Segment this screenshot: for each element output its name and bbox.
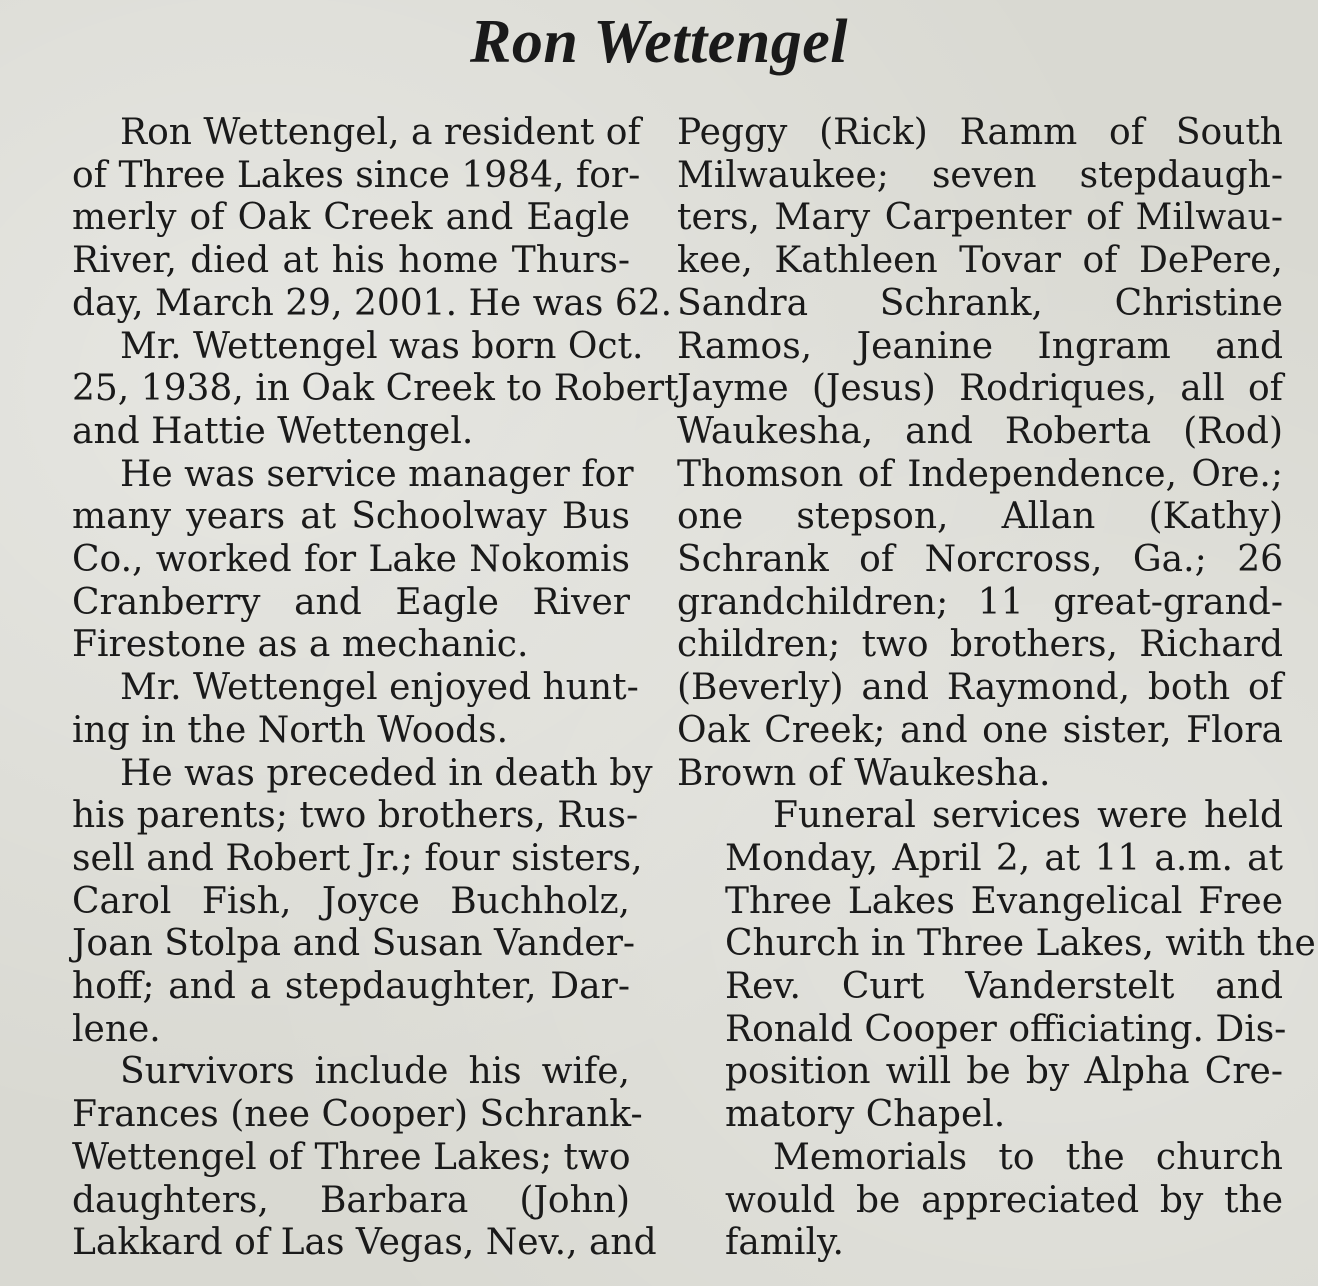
text-line: kee, Kathleen Tovar of DePere, bbox=[677, 240, 1283, 282]
text-line: Jayme (Jesus) Rodriques, all of bbox=[677, 368, 1283, 410]
text-line: Frances (nee Cooper) Schrank- bbox=[72, 1094, 643, 1136]
text-line: Monday, April 2, at 11 a.m. at bbox=[725, 837, 1283, 879]
text-line: lene. bbox=[72, 1008, 161, 1050]
text-line: Waukesha, and Roberta (Rod) bbox=[677, 410, 1283, 452]
text-line: Cranberry and Eagle River bbox=[72, 581, 630, 623]
left-column bbox=[24, 112, 679, 1265]
text-line: and Hattie Wettengel. bbox=[72, 410, 474, 452]
text-line: matory Chapel. bbox=[725, 1094, 1006, 1136]
text-line: Peggy (Rick) Ramm of South bbox=[677, 112, 1283, 153]
text-line: Thomson of Independence, Ore.; bbox=[677, 453, 1283, 495]
paragraph bbox=[24, 752, 653, 1052]
text-line: Wettengel of Three Lakes; two bbox=[72, 1136, 631, 1178]
text-line: Joan Stolpa and Susan Vander- bbox=[72, 923, 636, 965]
text-line: Sandra Schrank, Christine bbox=[677, 282, 1283, 324]
text-line: Mr. Wettengel enjoyed hunt- bbox=[120, 667, 639, 709]
text-line: Lakkard of Las Vegas, Nev., and bbox=[72, 1222, 657, 1264]
text-line: Milwaukee; seven stepdaugh- bbox=[677, 154, 1283, 196]
text-line: his parents; two brothers, Rus- bbox=[72, 795, 639, 837]
text-line: grandchildren; 11 great-grand- bbox=[677, 581, 1283, 623]
text-line: Firestone as a mechanic. bbox=[72, 624, 529, 666]
paragraph bbox=[24, 112, 673, 326]
right-column bbox=[677, 112, 1316, 1265]
paragraph bbox=[24, 325, 679, 454]
text-line: of Three Lakes since 1984, for- bbox=[72, 154, 641, 196]
text-line: He was service manager for bbox=[120, 453, 634, 495]
text-line: position will be by Alpha Cre- bbox=[725, 1051, 1283, 1093]
text-line: He was preceded in death by bbox=[120, 752, 653, 794]
text-line: Memorials to the church bbox=[773, 1136, 1283, 1178]
text-line: Ronald Cooper officiating. Dis- bbox=[725, 1008, 1287, 1050]
text-line: (Beverly) and Raymond, both of bbox=[677, 667, 1283, 709]
text-line: one stepson, Allan (Kathy) bbox=[677, 496, 1283, 538]
text-line: 25, 1938, in Oak Creek to Robert bbox=[72, 368, 679, 410]
text-line: daughters, Barbara (John) bbox=[72, 1179, 630, 1221]
text-line: hoff; and a stepdaughter, Dar- bbox=[72, 966, 630, 1008]
text-line: Funeral services were held bbox=[773, 795, 1283, 837]
paragraph bbox=[677, 1137, 1283, 1265]
text-line: Ramos, Jeanine Ingram and bbox=[677, 325, 1283, 367]
paragraph bbox=[677, 112, 1283, 795]
text-line: children; two brothers, Richard bbox=[677, 624, 1283, 666]
text-line: Schrank of Norcross, Ga.; 26 bbox=[677, 539, 1283, 581]
text-line: Oak Creek; and one sister, Flora bbox=[677, 709, 1283, 751]
paragraph bbox=[24, 453, 634, 668]
paragraph bbox=[24, 667, 639, 752]
text-line: River, died at his home Thurs- bbox=[72, 240, 630, 282]
text-line: merly of Oak Creek and Eagle bbox=[72, 197, 630, 239]
text-line: Brown of Waukesha. bbox=[677, 752, 1051, 794]
text-line: Three Lakes Evangelical Free bbox=[725, 880, 1283, 922]
text-line: day, March 29, 2001. He was 62. bbox=[72, 282, 673, 324]
paragraph bbox=[24, 1051, 657, 1265]
text-line: Church in Three Lakes, with the bbox=[725, 923, 1316, 965]
text-line: ing in the North Woods. bbox=[72, 709, 509, 751]
obituary-title: Ron Wettengel bbox=[470, 8, 848, 76]
text-line: would be appreciated by the bbox=[725, 1179, 1283, 1221]
text-line: Survivors include his wife, bbox=[120, 1051, 630, 1093]
text-line: Ron Wettengel, a resident of bbox=[120, 112, 641, 153]
text-line: ters, Mary Carpenter of Milwau- bbox=[677, 197, 1283, 239]
text-line: Co., worked for Lake Nokomis bbox=[72, 539, 630, 581]
text-line: sell and Robert Jr.; four sisters, bbox=[72, 837, 643, 879]
text-line: Carol Fish, Joyce Buchholz, bbox=[72, 880, 630, 922]
text-line: family. bbox=[725, 1222, 844, 1264]
text-line: Mr. Wettengel was born Oct. bbox=[120, 325, 644, 367]
text-line: Rev. Curt Vanderstelt and bbox=[725, 966, 1283, 1008]
paragraph bbox=[677, 795, 1316, 1137]
text-line: many years at Schoolway Bus bbox=[72, 496, 630, 538]
